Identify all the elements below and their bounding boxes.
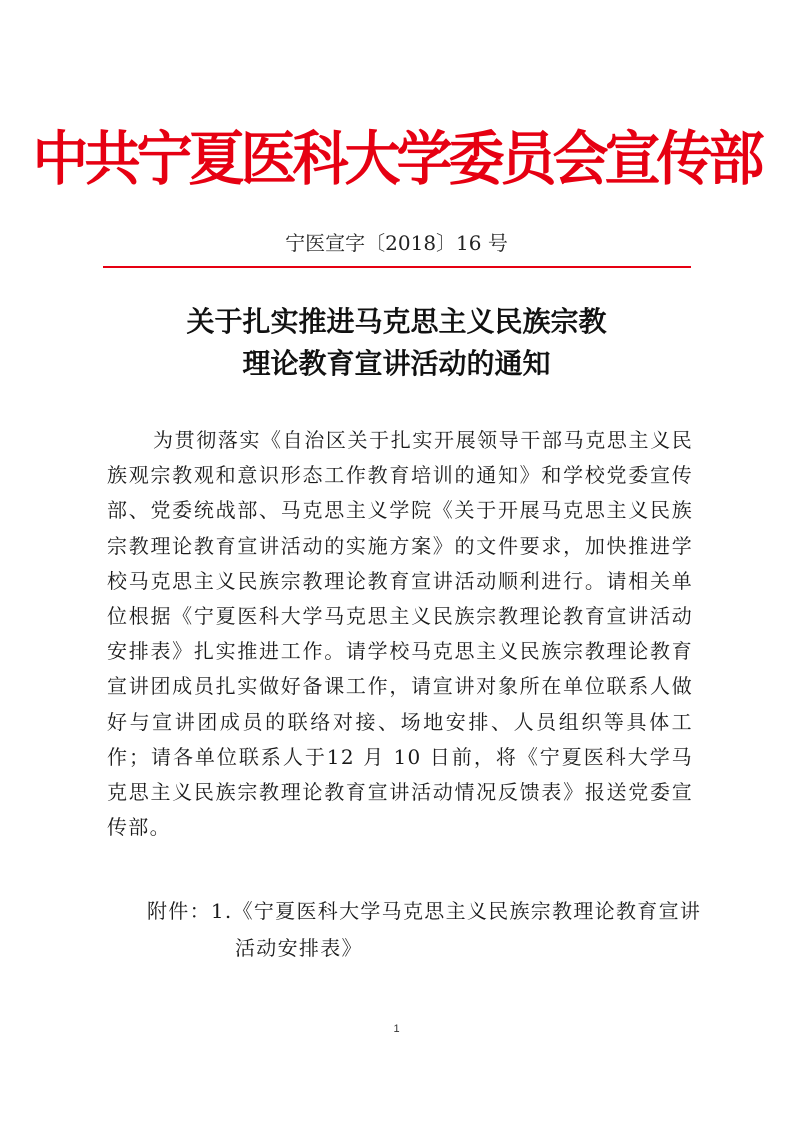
attachment-list [147,893,707,967]
red-divider-line [103,266,691,268]
notice-body-paragraph: 为贯彻落实《自治区关于扎实开展领导干部马克思主义民族观宗教观和意识形态工作教育培训的通知》和学校党委宣传部、党委统战部、马克思主义学院《关于开展马克思主义民族宗教理论教育宣讲活动的实施方案》的文件要求，加快推进学校马克思主义民族宗教理论教育宣讲活动顺利进行。请相关单位根据《宁夏医科大学马克思主义民族宗教理论教育宣讲活动安排表》扎实推进工作。请学校马克思主义民族宗教理论教育宣讲团成员扎实做好备课工作，请宣讲对象所在单位联系人做好与宣讲团成员的联络对接、场地安排、人员组织等具体工作；请各单位联系人于12 月 10 日前，将《宁夏医科大学马克思主义民族宗教理论教育宣讲活动情况反馈表》报送党委宣传部。 [107,428,693,840]
attachment-line-1: 附件：1.《宁夏医科大学马克思主义民族宗教理论教育宣讲 [147,899,702,923]
notice-title [0,301,793,385]
issuing-organization-title: 中共宁夏医科大学委员会宣传部 [32,125,761,194]
document-number: 宁医宣字〔2018〕16 号 [285,231,508,255]
attachment-line-2: 活动安排表》 [235,936,363,960]
notice-title-line-2: 理论教育宣讲活动的通知 [242,347,551,380]
notice-title-line-1: 关于扎实推进马克思主义民族宗教 [186,305,607,338]
page-number: 1 [393,1023,400,1035]
